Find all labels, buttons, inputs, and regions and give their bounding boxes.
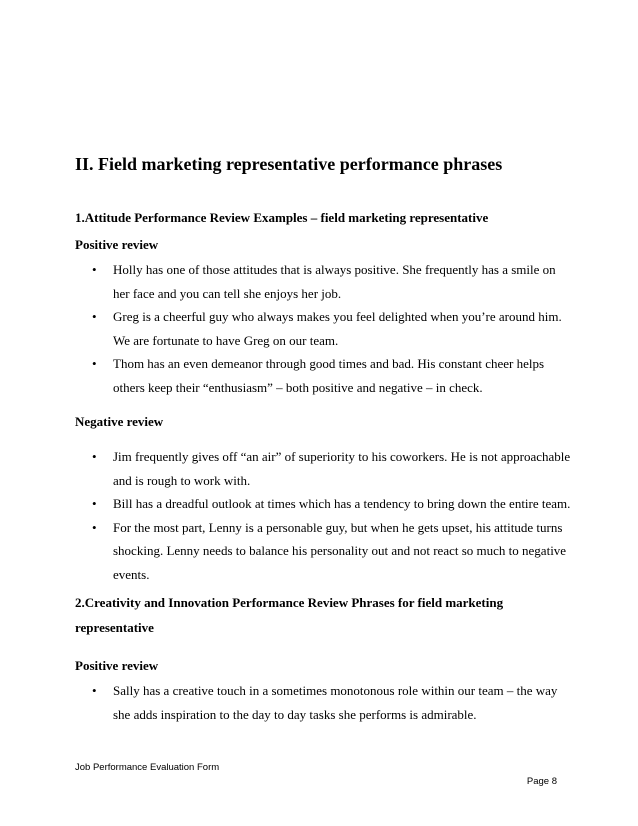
list-item <box>75 516 575 587</box>
list-item-text: Sally has a creative touch in a sometimes monotonous role within our team – the way she adds inspiration to the day to day tasks she performs is admirable. <box>113 683 558 722</box>
section-heading-creativity: 2.Creativity and Innovation Performance Review Phrases for field marketing representative <box>75 595 504 635</box>
positive-review-label: Positive review <box>75 237 159 252</box>
list-item-text: For the most part, Lenny is a personable guy, but when he gets upset, his attitude turns shocking. Lenny needs to balance his personality out and not react so much to negative events. <box>113 519 567 582</box>
negative-review-list <box>75 445 575 586</box>
page-title: II. Field marketing representative performance phrases <box>75 154 503 174</box>
bullet-icon: • <box>92 683 97 698</box>
list-item-text: Greg is a cheerful guy who always makes you feel delighted when you’re around him. We are fortunate to have Greg on our team. <box>113 309 562 348</box>
positive-review-label: Positive review <box>75 658 159 673</box>
list-item-text: Jim frequently gives off “an air” of superiority to his coworkers. He is not approachable and is rough to work with. <box>113 449 571 488</box>
list-item-text: Bill has a dreadful outlook at times which has a tendency to bring down the entire team. <box>113 496 571 511</box>
bullet-icon: • <box>92 449 97 464</box>
list-item <box>75 352 575 399</box>
footer-form-name: Job Performance Evaluation Form <box>75 762 220 773</box>
section-heading-attitude: 1.Attitude Performance Review Examples – field marketing representative <box>75 210 489 225</box>
bullet-icon: • <box>92 496 97 511</box>
bullet-icon: • <box>92 519 97 535</box>
bullet-icon: • <box>92 262 97 277</box>
positive-review-list <box>75 679 575 726</box>
list-item-text: Thom has an even demeanor through good times and bad. His constant cheer helps others keep their “enthusiasm” – both positive and negative – in check. <box>113 356 545 395</box>
list-item <box>75 305 575 352</box>
bullet-icon: • <box>92 356 97 371</box>
list-item <box>75 679 575 726</box>
bullet-icon: • <box>92 309 97 324</box>
negative-review-label: Negative review <box>75 414 164 429</box>
list-item <box>75 445 575 492</box>
list-item <box>75 258 575 305</box>
list-item <box>75 492 575 516</box>
positive-review-list <box>75 258 575 399</box>
page-number: Page 8 <box>526 776 557 787</box>
list-item-text: Holly has one of those attitudes that is always positive. She frequently has a smile on her face and you can tell she enjoys her job. <box>113 262 556 301</box>
